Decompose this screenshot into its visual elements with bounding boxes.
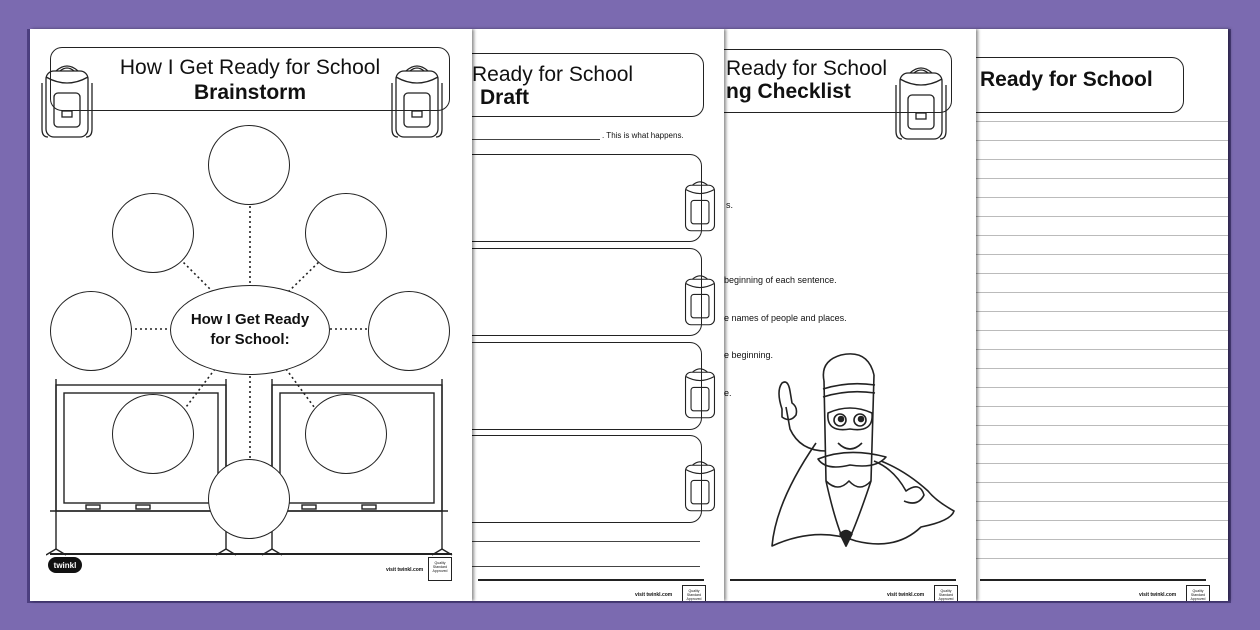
footer-line — [50, 553, 452, 555]
quality-badge: Quality Standard Approved — [1186, 585, 1210, 601]
writing-box — [472, 248, 702, 336]
center-label-line1: How I Get Ready — [190, 311, 310, 328]
center-oval — [170, 285, 330, 375]
checklist-title-line2: ng Checklist — [726, 80, 851, 103]
checklist-sheet — [724, 29, 976, 601]
idea-circle — [208, 125, 290, 205]
final-sheet — [976, 29, 1228, 601]
brainstorm-title-line1: How I Get Ready for School — [119, 56, 381, 79]
idea-circle — [208, 459, 290, 539]
idea-circle — [112, 193, 194, 273]
footer-url: visit twinkl.com — [386, 567, 424, 573]
ruled-line — [976, 463, 1228, 464]
checklist-title-line1: Ready for School — [726, 57, 888, 80]
ruled-line — [976, 330, 1228, 331]
ruled-line — [976, 539, 1228, 540]
intro-text: . This is what happens. — [602, 131, 684, 140]
ruled-line — [976, 254, 1228, 255]
ruled-line — [976, 368, 1228, 369]
footer-url: visit twinkl.com — [635, 592, 673, 598]
checklist-item: e beginning. — [724, 350, 774, 360]
brainstorm-title-line2: Brainstorm — [193, 81, 307, 104]
footer-line — [730, 579, 956, 581]
checklist-item: e. — [724, 388, 732, 398]
idea-circle — [305, 394, 387, 474]
footer-url: visit twinkl.com — [887, 592, 925, 598]
twinkl-logo: twinkl — [48, 557, 82, 573]
checklist-item: e names of people and places. — [724, 313, 847, 323]
idea-circle — [112, 394, 194, 474]
ruled-line — [976, 311, 1228, 312]
ruled-line — [976, 216, 1228, 217]
ruled-line — [976, 558, 1228, 559]
backpack-icon — [892, 65, 950, 147]
pencil-superhero-illustration — [746, 351, 956, 556]
ruled-line — [976, 501, 1228, 502]
ruled-line — [976, 482, 1228, 483]
writing-box — [472, 342, 702, 430]
backpack-icon — [680, 366, 720, 424]
ruled-line — [976, 349, 1228, 350]
draft-sheet — [472, 29, 724, 601]
idea-circle — [305, 193, 387, 273]
ruled-line — [976, 406, 1228, 407]
ruled-line — [976, 292, 1228, 293]
backpack-icon — [680, 273, 720, 331]
writing-box — [472, 154, 702, 242]
ruled-line — [976, 178, 1228, 179]
answer-line — [472, 139, 600, 140]
footer-line — [980, 579, 1206, 581]
idea-circle — [368, 291, 450, 371]
answer-line — [472, 566, 700, 567]
ruled-line — [976, 159, 1228, 160]
ruled-line — [976, 273, 1228, 274]
backpack-icon — [680, 459, 720, 517]
ruled-line — [976, 387, 1228, 388]
ruled-line — [976, 425, 1228, 426]
quality-badge: Quality Standard Approved — [682, 585, 706, 601]
quality-badge: Quality Standard Approved — [934, 585, 958, 601]
ruled-line — [976, 444, 1228, 445]
draft-title-line1: Ready for School — [472, 63, 634, 86]
checklist-item: beginning of each sentence. — [724, 275, 837, 285]
checklist-item: s. — [726, 200, 734, 210]
answer-line — [472, 541, 700, 542]
brainstorm-sheet — [30, 29, 472, 601]
draft-title-line2: Draft — [480, 86, 530, 109]
writing-box — [472, 435, 702, 523]
ruled-line — [976, 197, 1228, 198]
footer-url: visit twinkl.com — [1139, 592, 1177, 598]
center-label-line2: for School: — [210, 331, 290, 348]
footer-line — [478, 579, 704, 581]
idea-circle — [50, 291, 132, 371]
quality-badge: Quality Standard Approved — [428, 557, 452, 581]
ruled-line — [976, 235, 1228, 236]
final-title: Ready for School — [980, 68, 1153, 91]
ruled-line — [976, 121, 1228, 122]
backpack-icon — [680, 179, 720, 237]
ruled-line — [976, 140, 1228, 141]
ruled-line — [976, 520, 1228, 521]
